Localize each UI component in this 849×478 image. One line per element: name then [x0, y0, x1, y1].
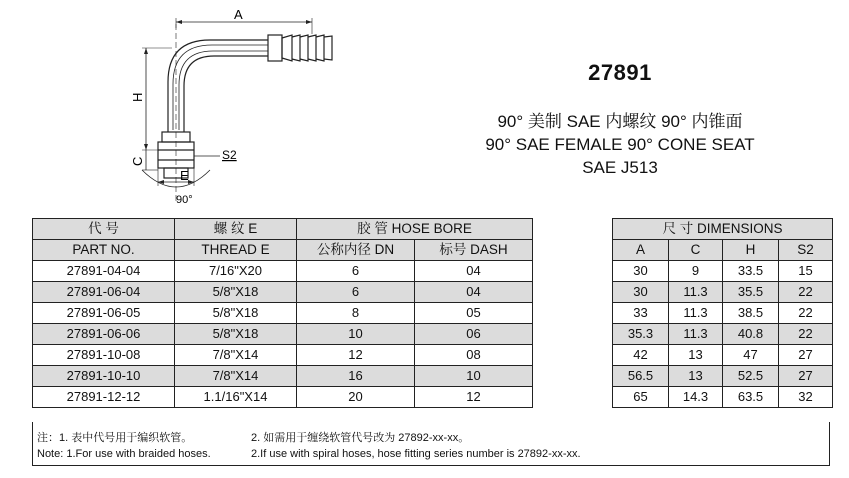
table-row	[33, 345, 833, 366]
table-row	[33, 282, 833, 303]
note-en-2: 2.If use with spiral hoses, hose fitting series number is 27892-xx-xx.	[251, 448, 581, 460]
note-chinese	[37, 429, 470, 445]
cell-a: 42	[613, 345, 669, 366]
cell-gap	[533, 261, 613, 282]
table-header-row-1	[33, 219, 833, 240]
cell-s2: 22	[779, 324, 833, 345]
header-part-en: PART NO.	[33, 240, 175, 261]
table-row	[33, 324, 833, 345]
note-en-1: Note: 1.For use with braided hoses.	[37, 448, 211, 460]
table-header-row-2	[33, 240, 833, 261]
cell-h: 52.5	[723, 366, 779, 387]
header-part-cn: 代 号	[33, 219, 175, 240]
cell-c: 11.3	[669, 303, 723, 324]
header-hose-bore: 胶 管 HOSE BORE	[297, 219, 533, 240]
cell-h: 35.5	[723, 282, 779, 303]
standard-label: SAE J513	[582, 158, 658, 177]
cell-gap	[533, 324, 613, 345]
header-gap	[533, 219, 613, 240]
cell-part: 27891-12-12	[33, 387, 175, 408]
header-gap	[533, 240, 613, 261]
cell-c: 9	[669, 261, 723, 282]
cell-dash: 04	[415, 282, 533, 303]
header-h: H	[723, 240, 779, 261]
description-english: 90° SAE FEMALE 90° CONE SEAT	[485, 135, 755, 154]
cell-part: 27891-04-04	[33, 261, 175, 282]
cell-dn: 10	[297, 324, 415, 345]
cell-dn: 12	[297, 345, 415, 366]
cell-part: 27891-10-10	[33, 366, 175, 387]
dim-s2-label: S2	[222, 148, 237, 162]
cell-dash: 10	[415, 366, 533, 387]
cell-h: 40.8	[723, 324, 779, 345]
cell-h: 47	[723, 345, 779, 366]
cell-gap	[533, 345, 613, 366]
cell-gap	[533, 282, 613, 303]
table-row	[33, 261, 833, 282]
header-thread-en: THREAD E	[175, 240, 297, 261]
cell-dn: 20	[297, 387, 415, 408]
cell-c: 13	[669, 366, 723, 387]
cell-c: 11.3	[669, 324, 723, 345]
cell-part: 27891-10-08	[33, 345, 175, 366]
dim-h-label: H	[130, 92, 145, 102]
cell-h: 63.5	[723, 387, 779, 408]
table-row	[33, 387, 833, 408]
cell-thread: 1.1/16"X14	[175, 387, 297, 408]
cell-a: 35.3	[613, 324, 669, 345]
cell-a: 30	[613, 261, 669, 282]
cell-a: 65	[613, 387, 669, 408]
description-chinese: 90° 美制 SAE 内螺纹 90° 内锥面	[497, 112, 743, 131]
product-header	[440, 60, 800, 179]
cell-dash: 12	[415, 387, 533, 408]
note-english	[37, 448, 581, 460]
cell-dn: 8	[297, 303, 415, 324]
fitting-drawing	[128, 4, 388, 210]
cell-dn: 6	[297, 282, 415, 303]
cell-part: 27891-06-04	[33, 282, 175, 303]
cell-h: 38.5	[723, 303, 779, 324]
part-number-title: 27891	[588, 60, 652, 85]
cell-part: 27891-06-06	[33, 324, 175, 345]
note-cn-1: 注：1. 表中代号用于编织软管。	[37, 432, 193, 444]
notes-box	[32, 422, 830, 466]
header-dn: 公称内径 DN	[297, 240, 415, 261]
cell-s2: 22	[779, 303, 833, 324]
cell-s2: 32	[779, 387, 833, 408]
cell-thread: 7/8"X14	[175, 345, 297, 366]
dim-c-label: C	[130, 156, 145, 166]
cell-s2: 27	[779, 345, 833, 366]
spec-table	[32, 218, 833, 408]
table-row	[33, 303, 833, 324]
cell-s2: 27	[779, 366, 833, 387]
cell-part: 27891-06-05	[33, 303, 175, 324]
cell-gap	[533, 303, 613, 324]
cell-a: 56.5	[613, 366, 669, 387]
cell-h: 33.5	[723, 261, 779, 282]
cell-dash: 04	[415, 261, 533, 282]
header-dash: 标号 DASH	[415, 240, 533, 261]
cell-dash: 05	[415, 303, 533, 324]
cell-thread: 7/16"X20	[175, 261, 297, 282]
cell-thread: 5/8"X18	[175, 282, 297, 303]
cell-thread: 5/8"X18	[175, 324, 297, 345]
cell-a: 30	[613, 282, 669, 303]
table-row	[33, 366, 833, 387]
cell-thread: 7/8"X14	[175, 366, 297, 387]
cell-dn: 16	[297, 366, 415, 387]
header-s2: S2	[779, 240, 833, 261]
header-c: C	[669, 240, 723, 261]
header-dimensions: 尺 寸 DIMENSIONS	[613, 219, 833, 240]
cell-c: 13	[669, 345, 723, 366]
cell-s2: 22	[779, 282, 833, 303]
header-thread-cn: 螺 纹 E	[175, 219, 297, 240]
header-a: A	[613, 240, 669, 261]
cell-dn: 6	[297, 261, 415, 282]
cell-a: 33	[613, 303, 669, 324]
dim-a-label: A	[234, 7, 243, 22]
angle-label: 90°	[176, 194, 193, 206]
cell-thread: 5/8"X18	[175, 303, 297, 324]
cell-c: 14.3	[669, 387, 723, 408]
cell-dash: 08	[415, 345, 533, 366]
note-cn-2: 2. 如需用于缠绕软管代号改为 27892-xx-xx。	[251, 432, 470, 444]
cell-dash: 06	[415, 324, 533, 345]
cell-gap	[533, 366, 613, 387]
cell-gap	[533, 387, 613, 408]
cell-s2: 15	[779, 261, 833, 282]
dim-e-label: E	[180, 168, 189, 183]
cell-c: 11.3	[669, 282, 723, 303]
